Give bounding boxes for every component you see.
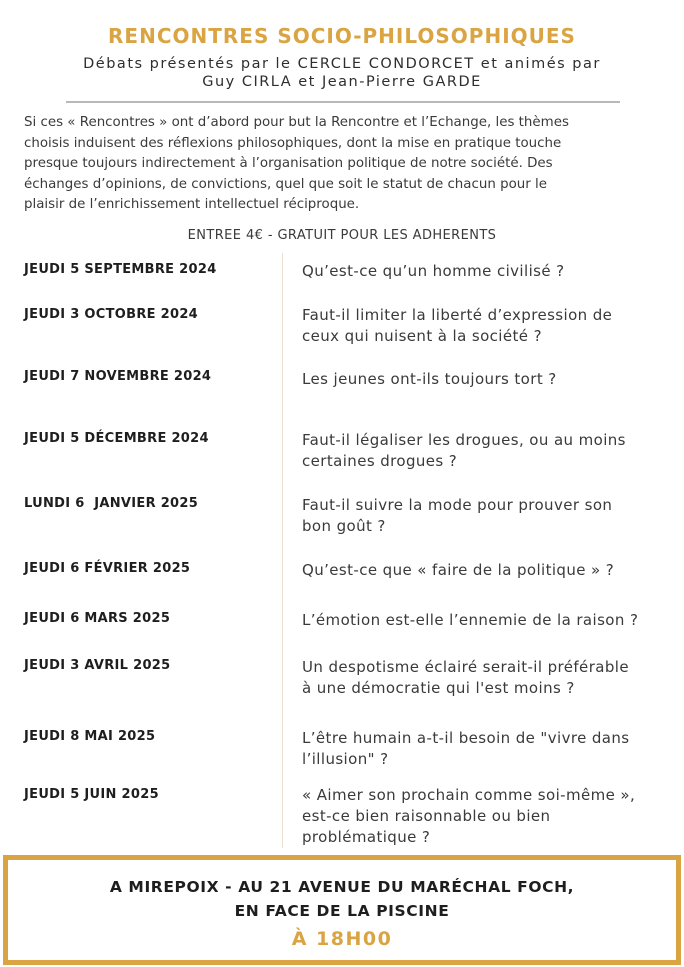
topic-line: Qu’est-ce que « faire de la politique » ? [302, 561, 615, 579]
topic-line: problématique ? [302, 828, 431, 846]
session-date: JEUDI 6 MARS 2025 [24, 611, 171, 626]
session-date: LUNDI 6 JANVIER 2025 [24, 496, 199, 511]
subtitle [0, 55, 684, 91]
session-date: JEUDI 5 SEPTEMBRE 2024 [24, 262, 217, 277]
topic-line: L’émotion est-elle l’ennemie de la raison ? [302, 611, 639, 629]
header-divider [66, 101, 620, 103]
topic-line: bon goût ? [302, 517, 386, 535]
topic-line: Faut-il suivre la mode pour prouver son [302, 496, 613, 514]
session-date: JEUDI 8 MAI 2025 [24, 729, 156, 744]
session-date: JEUDI 5 JUIN 2025 [24, 787, 159, 802]
topic-line: Faut-il légaliser les drogues, ou au moins [302, 431, 626, 449]
session-date: JEUDI 7 NOVEMBRE 2024 [24, 369, 212, 384]
topic-line: « Aimer son prochain comme soi-même », [302, 786, 636, 804]
subtitle-line: Débats présentés par le CERCLE CONDORCET et animés par [83, 56, 601, 72]
subtitle-line: Guy CIRLA et Jean-Pierre GARDE [202, 74, 482, 90]
topic-line: Qu’est-ce qu’un homme civilisé ? [302, 262, 565, 280]
topic-line: L’être humain a-t-il besoin de "vivre dans [302, 729, 630, 747]
session-topic [302, 560, 662, 581]
topic-line: Un despotisme éclairé serait-il préférable [302, 658, 629, 676]
session-date: JEUDI 3 OCTOBRE 2024 [24, 307, 199, 322]
topic-line: à une démocratie qui l'est moins ? [302, 679, 575, 697]
topic-line: ceux qui nuisent à la société ? [302, 327, 542, 345]
page-title: RENCONTRES SOCIO-PHILOSOPHIQUES [108, 24, 576, 48]
entry-price: ENTREE 4€ - GRATUIT POUR LES ADHERENTS [187, 228, 497, 243]
footer-address: A MIREPOIX - AU 21 AVENUE DU MARÉCHAL FOCH, [109, 878, 575, 896]
session-topic [302, 657, 662, 699]
topic-line: certaines drogues ? [302, 452, 458, 470]
session-date: JEUDI 3 AVRIL 2025 [24, 658, 171, 673]
session-topic [302, 305, 662, 347]
intro-line: presque toujours indirectement à l’organisation politique de notre société. Des [24, 156, 553, 171]
topic-line: est-ce bien raisonnable ou bien [302, 807, 551, 825]
intro-line: Si ces « Rencontres » ont d’abord pour but la Rencontre et l’Echange, les thèmes [24, 115, 569, 130]
session-topic [302, 369, 662, 390]
session-topic [302, 261, 662, 282]
topic-line: Faut-il limiter la liberté d’expression de [302, 306, 613, 324]
intro-line: plaisir de l’enrichissement intellectuel réciproque. [24, 197, 360, 212]
session-topic [302, 495, 662, 537]
footer-location: EN FACE DE LA PISCINE [234, 902, 450, 920]
column-divider [282, 253, 283, 848]
session-date: JEUDI 6 FÉVRIER 2025 [24, 561, 191, 576]
session-topic [302, 785, 662, 848]
footer-time: À 18H00 [291, 928, 393, 950]
topic-line: l’illusion" ? [302, 750, 389, 768]
intro-paragraph [24, 113, 664, 216]
session-date: JEUDI 5 DÉCEMBRE 2024 [24, 431, 209, 446]
intro-line: choisis induisent des réflexions philosophiques, dont la mise en pratique touche [24, 135, 562, 151]
intro-line: échanges d’opinions, de convictions, quel que soit le statut de chacun pour le [24, 176, 547, 192]
topic-line: Les jeunes ont-ils toujours tort ? [302, 370, 557, 388]
session-topic [302, 610, 662, 631]
session-topic [302, 430, 662, 472]
session-topic [302, 728, 662, 770]
